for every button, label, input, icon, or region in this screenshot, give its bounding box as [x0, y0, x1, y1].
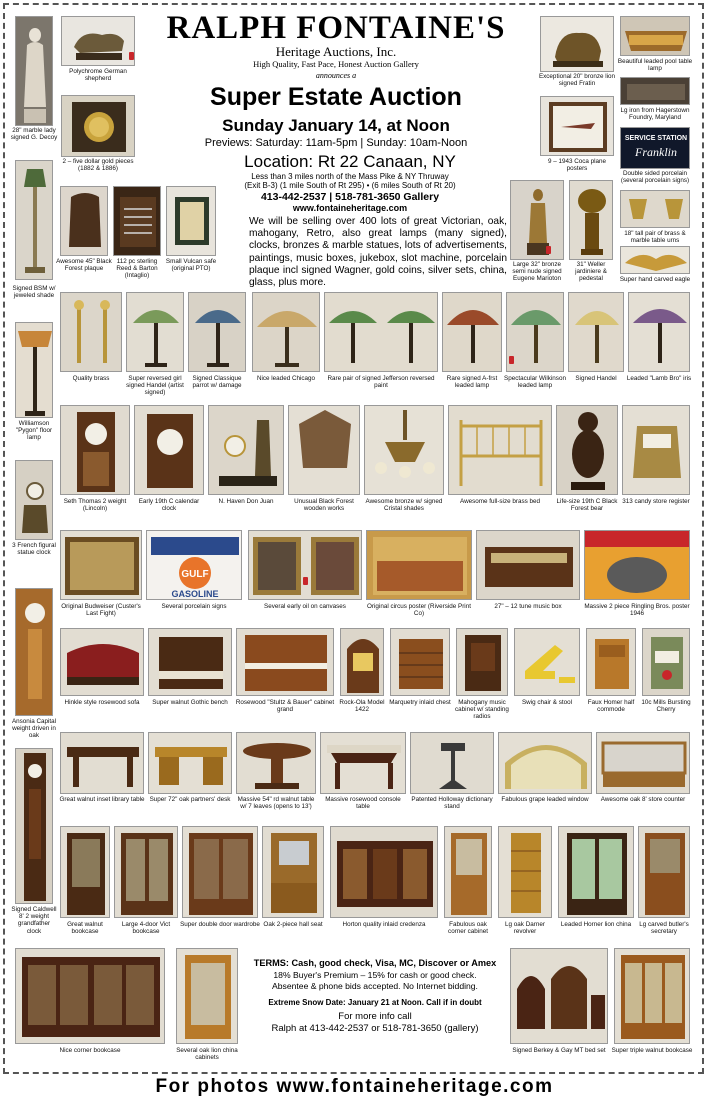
svg-text:GULF: GULF: [181, 569, 209, 580]
iris-lamp-photo: [628, 292, 690, 372]
caption: Great walnut bookcase: [67, 921, 103, 936]
ringling-poster-photo: [584, 530, 690, 600]
seth-thomas-clock-photo: [60, 405, 130, 495]
partners-desk-photo: [148, 732, 232, 794]
jefferson-lamps-photo: [324, 292, 438, 372]
console-table-photo: [320, 732, 406, 794]
classique-lamp-photo: [188, 292, 246, 372]
caption: 10c Mills Bursting Cherry: [641, 699, 691, 714]
caption: Massive 2 piece Ringling Bros. poster 1946: [584, 603, 690, 618]
caption: Several oak lion china cabinets: [176, 1047, 238, 1062]
black-forest-works-photo: [288, 405, 360, 495]
chicago-lamp-photo: [252, 292, 320, 372]
caption: Nice leaded Chicago: [256, 375, 316, 382]
caption: Nice corner bookcase: [59, 1047, 121, 1054]
caption: Beautiful leaded pool table lamp: [617, 58, 693, 73]
caption: Mahogany music cabinet w/ standing radios: [455, 699, 509, 721]
caption: Large 4-door Vict bookcase: [121, 921, 171, 936]
caption: Signed Caldwell 8' 2 weight grandfather clock: [11, 906, 57, 935]
dictionary-stand-photo: [410, 732, 494, 794]
floor-lamp-photo: [15, 322, 53, 418]
caption: 2 – five dollar gold pieces (1882 & 1886): [62, 158, 134, 173]
bsm-lamp-photo: [15, 160, 53, 280]
corner-cabinet-photo: [444, 826, 492, 918]
location-line1: Less than 3 miles north of the Mass Pike & NY Thruway: [251, 172, 449, 181]
caption: Unusual Black Forest wooden works: [294, 498, 354, 513]
oil-paintings-photo: [248, 530, 362, 600]
caption: Ansonia Capital weight driven in oak: [11, 718, 57, 740]
caption: 27" – 12 tune music box: [494, 603, 562, 610]
caption: Oak 2-piece hall seat: [263, 921, 323, 928]
caption: Fabulous oak corner cabinet: [448, 921, 488, 936]
snow-date: Extreme Snow Date: January 21 at Noon. Call if in doubt: [268, 997, 482, 1007]
footer-website[interactable]: For photos www.fontaineheritage.com: [155, 1076, 554, 1097]
budweiser-print-photo: [60, 530, 142, 600]
red-marker-icon: [546, 246, 551, 254]
inlaid-credenza-photo: [330, 826, 438, 918]
vict-bookcase-photo: [114, 826, 178, 918]
caption: 3 French figural statue clock: [12, 542, 56, 557]
svg-text:SERVICE STATION: SERVICE STATION: [624, 135, 688, 142]
svg-text:GASOLINE: GASOLINE: [171, 589, 219, 599]
double-wardrobe-photo: [182, 826, 258, 918]
darner-revolver-photo: [498, 826, 552, 918]
jukebox-photo: [340, 628, 384, 696]
caption: Super 72" oak partners' desk: [149, 796, 231, 803]
music-cabinet-photo: [456, 628, 508, 696]
caption: 9 – 1943 Coca plane posters: [547, 158, 607, 173]
red-marker-icon: [509, 356, 514, 364]
caption: Several porcelain signs: [161, 603, 227, 610]
store-counter-photo: [596, 732, 690, 794]
bronze-chandelier-photo: [364, 405, 444, 495]
caption: Swig chair & stool: [521, 699, 573, 706]
caption: Awesome oak 8' store counter: [600, 796, 686, 803]
weller-jardiniere-photo: [569, 180, 613, 260]
caption: Several early oil on canvases: [264, 603, 346, 610]
caption: Hinkle style rosewood sofa: [64, 699, 140, 706]
caption: Quality brass: [72, 375, 110, 382]
cabinet-grand-piano-photo: [236, 628, 334, 696]
grandfather-clock-photo: [15, 748, 53, 904]
leaded-window-photo: [498, 732, 592, 794]
hall-seat-photo: [262, 826, 324, 918]
don-juan-clock-photo: [208, 405, 284, 495]
caption: Patented Holloway dictionary stand: [411, 796, 493, 811]
caption: Original circus poster (Riverside Print Co): [367, 603, 471, 618]
caption: Fabulous grape leaded window: [501, 796, 589, 803]
iron-plaque-photo: [620, 77, 690, 105]
contact-line: Ralph at 413-442-2537 or 518-781-3650 (gallery): [271, 1022, 479, 1034]
caption: Life-size 19th C Black Forest bear: [556, 498, 618, 513]
caption: Spectacular Wilkinson leaded lamp: [504, 375, 566, 390]
caption: Signed Handel: [575, 375, 617, 382]
caption: Super hand carved eagle: [619, 276, 691, 283]
library-table-photo: [60, 732, 144, 794]
porcelain-sign-photo: [620, 127, 690, 169]
announces-text: announces a: [315, 71, 357, 80]
caption: Massive 54" rd walnut table w/ 7 leaves (opens to 13'): [237, 796, 315, 811]
caption: Awesome full-size brass bed: [459, 498, 541, 505]
location-line2: (Exit B-3) (1 mile South of Rt 295) • (6 miles South of Rt 20): [244, 181, 456, 190]
calendar-clock-photo: [134, 405, 204, 495]
ansonia-clock-photo: [15, 588, 53, 716]
afrst-lamp-photo: [442, 292, 502, 372]
handel-lamp-photo: [126, 292, 184, 372]
caption: 313 candy store register: [622, 498, 690, 505]
brass-lamps-photo: [60, 292, 122, 372]
caption: Exceptional 20" bronze lion signed Fratin: [538, 73, 616, 88]
terms-block: [244, 958, 506, 1035]
event-title: Super Estate Auction: [210, 83, 462, 111]
handel-signed-lamp-photo: [568, 292, 624, 372]
caption: Rare pair of signed Jefferson reversed paint: [327, 375, 435, 390]
brass-bed-photo: [448, 405, 552, 495]
caption: Large 32" bronze semi nude signed Eugene Marioton: [512, 261, 562, 283]
caption: 18" tall pair of brass & marble table urns: [624, 230, 686, 245]
more-info: For more info call: [338, 1011, 412, 1023]
caption: Horton quality inlaid credenza: [342, 921, 426, 928]
caption: N. Haven Don Juan: [218, 498, 274, 505]
caption: Super walnut Gothic bench: [152, 699, 228, 706]
caption: Early 19th C calendar clock: [138, 498, 200, 513]
gulf-sign-photo: [146, 530, 242, 600]
sterling-set-photo: [113, 186, 161, 256]
black-forest-bear-photo: [556, 405, 618, 495]
butlers-secretary-photo: [638, 826, 690, 918]
caption: 31" Weller jardiniere & pedestal: [575, 261, 607, 283]
music-box-photo: [476, 530, 580, 600]
caption: Small Vulcan safe (original PTO): [165, 258, 217, 273]
lion-china-cabinets-photo: [176, 948, 238, 1044]
caption: Signed BSM w/ jeweled shade: [12, 285, 56, 300]
red-marker-icon: [303, 577, 308, 585]
caption: Super triple walnut bookcase: [611, 1047, 693, 1054]
caption: 28" marble lady signed G. Decoy: [10, 127, 58, 142]
caption: Awesome bronze w/ signed Cristal shades: [365, 498, 443, 513]
rosewood-sofa-photo: [60, 628, 144, 696]
red-marker-icon: [129, 52, 134, 60]
swig-chair-photo: [514, 628, 580, 696]
table-urns-photo: [620, 190, 690, 228]
caption: Double sided porcelain (several porcelain signs): [620, 170, 690, 185]
caption: Signed Classique parrot w/ damage: [192, 375, 242, 390]
auction-description: We will be selling over 400 lots of great Victorian, oak, mahogany, Retro, also great lamps (many signed), clocks, bronzes & marble statues, lots of advertisements, paintings, music boxes, jukebox, slot machine, porcelain plaque incl signed Wagner, gold coins, silver sets, china, glass, plus more.: [249, 216, 507, 289]
caption: Polychrome German shepherd: [69, 68, 127, 83]
caption: Lg iron from Hagerstown Foundry, Maryland: [620, 107, 690, 122]
caption: Original Budweiser (Custer's Last Fight): [61, 603, 141, 618]
caption: 112 pc sterling Reed & Barton (Intaglio): [116, 258, 158, 280]
svg-text:Franklin: Franklin: [635, 145, 677, 159]
location-title: Location: Rt 22 Canaan, NY: [244, 152, 456, 171]
caption: Leaded Horner lion china: [560, 921, 632, 928]
corner-bookcase-photo: [15, 948, 165, 1044]
marquetry-chest-photo: [390, 628, 450, 696]
phone-numbers: 413-442-2537 | 518-781-3650 Gallery: [260, 191, 440, 203]
caption: Awesome 45" Black Forest plaque: [56, 258, 112, 273]
event-previews: Previews: Saturday: 11am-5pm | Sunday: 10am-Noon: [204, 137, 468, 149]
caption: Williamson "Pygon" floor lamp: [15, 420, 53, 442]
carved-eagle-photo: [620, 246, 690, 274]
vulcan-safe-photo: [166, 186, 216, 256]
caption: Leaded "Lamb Bro" iris: [626, 375, 692, 382]
terms-line3: Absentee & phone bids accepted. No Internet bidding.: [272, 981, 478, 992]
slot-machine-photo: [642, 628, 690, 696]
candy-register-photo: [622, 405, 690, 495]
terms-line2: 18% Buyer's Premium – 15% for cash or good check.: [273, 969, 477, 980]
gothic-bench-photo: [148, 628, 232, 696]
black-forest-plaque-photo: [60, 186, 108, 256]
caption: Super reversed girl signed Handel (artist signed): [126, 375, 184, 397]
round-table-photo: [236, 732, 316, 794]
caption: Super double door wardrobe: [180, 921, 260, 928]
caption: Seth Thomas 2 weight (Lincoln): [63, 498, 127, 513]
caption: Rosewood "Stultz & Bauer" cabinet grand: [235, 699, 335, 714]
caption: Lg oak Darner revolver: [505, 921, 545, 936]
company-subtitle: Heritage Auctions, Inc.: [275, 44, 397, 59]
wilkinson-lamp-photo: [506, 292, 564, 372]
caption: Marquetry inlaid chest: [389, 699, 451, 706]
lion-china-photo: [558, 826, 634, 918]
walnut-bookcase-photo: [60, 826, 110, 918]
half-commode-photo: [586, 628, 636, 696]
event-date: Sunday January 14, at Noon: [222, 116, 450, 135]
circus-poster-photo: [366, 530, 472, 600]
pool-table-lamp-photo: [620, 16, 690, 56]
marble-lady-photo: [15, 16, 53, 126]
bed-set-photo: [510, 948, 608, 1044]
triple-bookcase-photo: [614, 948, 690, 1044]
bronze-nude-photo: [510, 180, 564, 260]
company-tagline: High Quality, Fast Pace, Honest Auction Gallery: [253, 59, 419, 69]
gold-coins-photo: [61, 95, 135, 157]
french-clock-photo: [15, 460, 53, 540]
terms-line1: TERMS: Cash, good check, Visa, MC, Discover or Amex: [253, 958, 497, 968]
website[interactable]: www.fontaineheritage.com: [292, 203, 408, 213]
caption: Rock-Ola Model 1422: [339, 699, 385, 714]
caption: Lg carved butler's secretary: [639, 921, 689, 936]
bronze-lion-photo: [540, 16, 614, 72]
caption: Signed Berkey & Gay MT bed set: [512, 1047, 606, 1054]
caption: Great walnut inset library table: [59, 796, 145, 803]
caption: Faux Homer half commode: [587, 699, 635, 714]
shepherd-photo: [61, 16, 135, 66]
caption: Massive rosewood console table: [325, 796, 401, 811]
company-name: RALPH FONTAINE'S: [166, 10, 506, 46]
caption: Rare signed A-frst leaded lamp: [446, 375, 498, 390]
plane-posters-photo: [540, 96, 614, 156]
